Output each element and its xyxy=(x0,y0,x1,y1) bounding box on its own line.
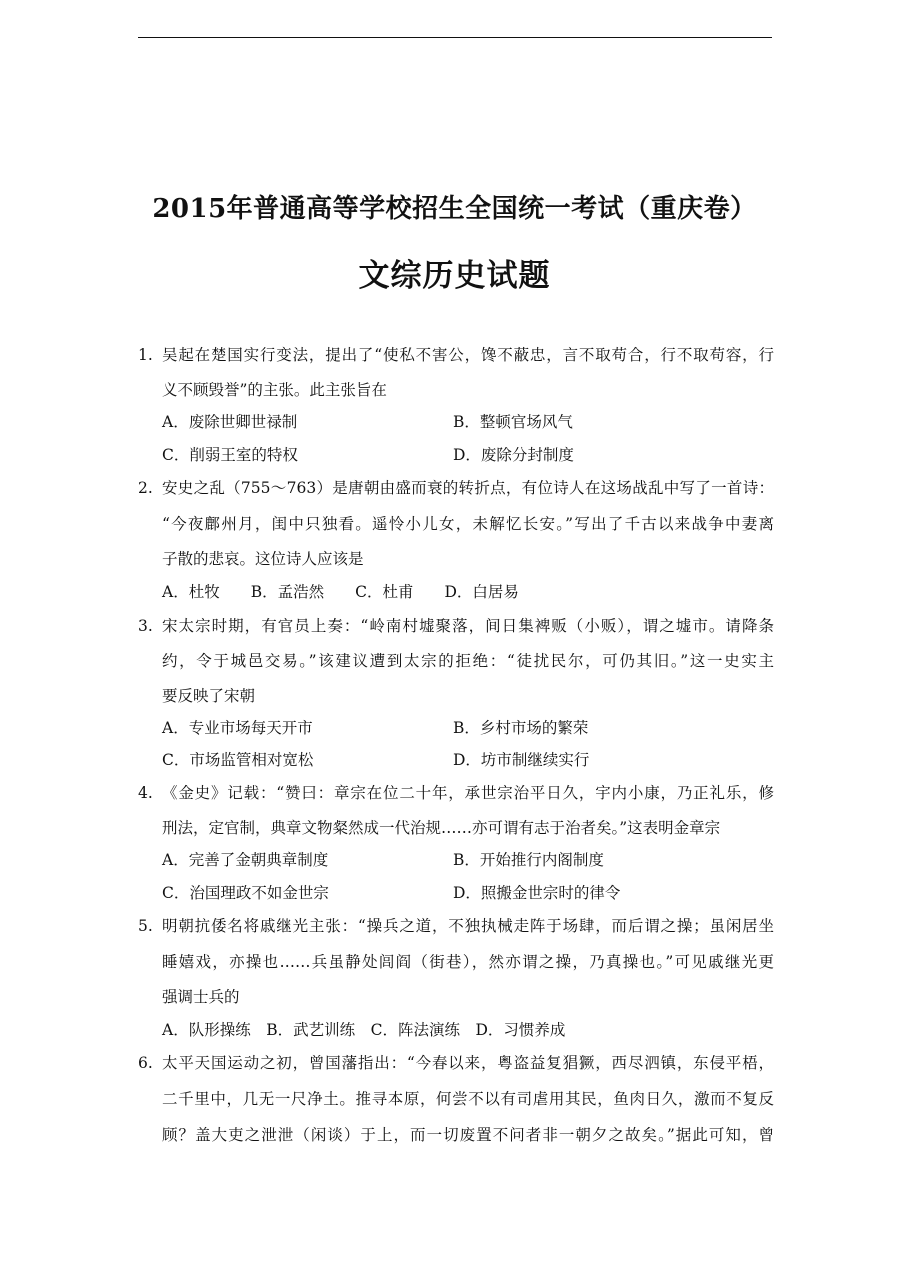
options-inline: A．杜牧 B．孟浩然 C．杜甫 D．白居易 xyxy=(162,583,519,601)
question-number: 3. xyxy=(138,617,153,635)
question-text: 顾？盖大吏之泄泄（闲谈）于上，而一切废置不问者非一朝夕之故矣。”据此可知，曾 xyxy=(162,1126,774,1144)
option-d: D．照搬金世宗时的律令 xyxy=(453,884,621,902)
question-text: 宋太宗时期，有官员上奏：“岭南村墟聚落，间日集裨贩（小贩），谓之墟市。请降条 xyxy=(162,617,774,635)
question-text: 义不顾毁誉”的主张。此主张旨在 xyxy=(162,381,387,399)
option-c: C．治国理政不如金世宗 xyxy=(162,884,329,902)
option-b: B．整顿官场风气 xyxy=(453,413,573,431)
option-b: B．开始推行内阁制度 xyxy=(453,851,604,869)
question-text: 要反映了宋朝 xyxy=(162,687,256,705)
option-a: A．完善了金朝典章制度 xyxy=(162,851,329,869)
question-number: 1. xyxy=(138,346,153,364)
question-text: 安史之乱（755～763）是唐朝由盛而衰的转折点，有位诗人在这场战乱中写了一首诗： xyxy=(162,479,774,497)
question-text: 二千里中，几无一尺净土。推寻本原，何尝不以有司虐用其民，鱼肉日久，激而不复反 xyxy=(162,1090,774,1108)
question-number: 6. xyxy=(138,1054,153,1072)
question-text: 刑法，定官制，典章文物粲然成一代治规……亦可谓有志于治者矣。”这表明金章宗 xyxy=(162,819,721,837)
option-c: C．市场监管相对宽松 xyxy=(162,751,314,769)
question-text: 太平天国运动之初，曾国藩指出：“今春以来，粤盗益复猖獗，西尽泗镇，东侵平梧， xyxy=(162,1054,774,1072)
question-text: “今夜鄜州月，闺中只独看。遥怜小儿女，未解忆长安。”写出了千古以来战争中妻离 xyxy=(162,515,774,533)
question-text: 约，令于城邑交易。”该建议遭到太宗的拒绝：“徒扰民尔，可仍其旧。”这一史实主 xyxy=(162,652,774,670)
question-text: 子散的悲哀。这位诗人应该是 xyxy=(162,550,364,568)
question-text: 睡嬉戏，亦操也……兵虽静处闾阎（街巷），然亦谓之操，乃真操也。”可见戚继光更 xyxy=(162,953,774,971)
question-text: 《金史》记载：“赞曰：章宗在位二十年，承世宗治平日久，宇内小康，乃正礼乐，修 xyxy=(162,784,774,802)
option-a: A．废除世卿世禄制 xyxy=(162,413,298,431)
exam-title: 2015年普通高等学校招生全国统一考试（重庆卷） xyxy=(152,194,757,224)
question-text: 强调士兵的 xyxy=(162,988,240,1006)
question-text: 吴起在楚国实行变法，提出了“使私不害公，馋不蔽忠，言不取苟合，行不取苟容，行 xyxy=(162,346,774,364)
question-number: 4. xyxy=(138,784,153,802)
options-inline: A．队形操练 B．武艺训练 C．阵法演练 D．习惯养成 xyxy=(162,1021,566,1039)
option-d: D．坊市制继续实行 xyxy=(453,751,590,769)
question-number: 5. xyxy=(138,917,153,935)
option-a: A．专业市场每天开市 xyxy=(162,719,313,737)
exam-subtitle: 文综历史试题 xyxy=(358,258,551,294)
question-number: 2. xyxy=(138,479,153,497)
question-text: 明朝抗倭名将戚继光主张：“操兵之道，不独执械走阵于场肆，而后谓之操；虽闲居坐 xyxy=(162,917,774,935)
option-b: B．乡村市场的繁荣 xyxy=(453,719,589,737)
option-c: C．削弱王室的特权 xyxy=(162,446,298,464)
header-rule xyxy=(138,37,772,38)
option-d: D．废除分封制度 xyxy=(453,446,574,464)
